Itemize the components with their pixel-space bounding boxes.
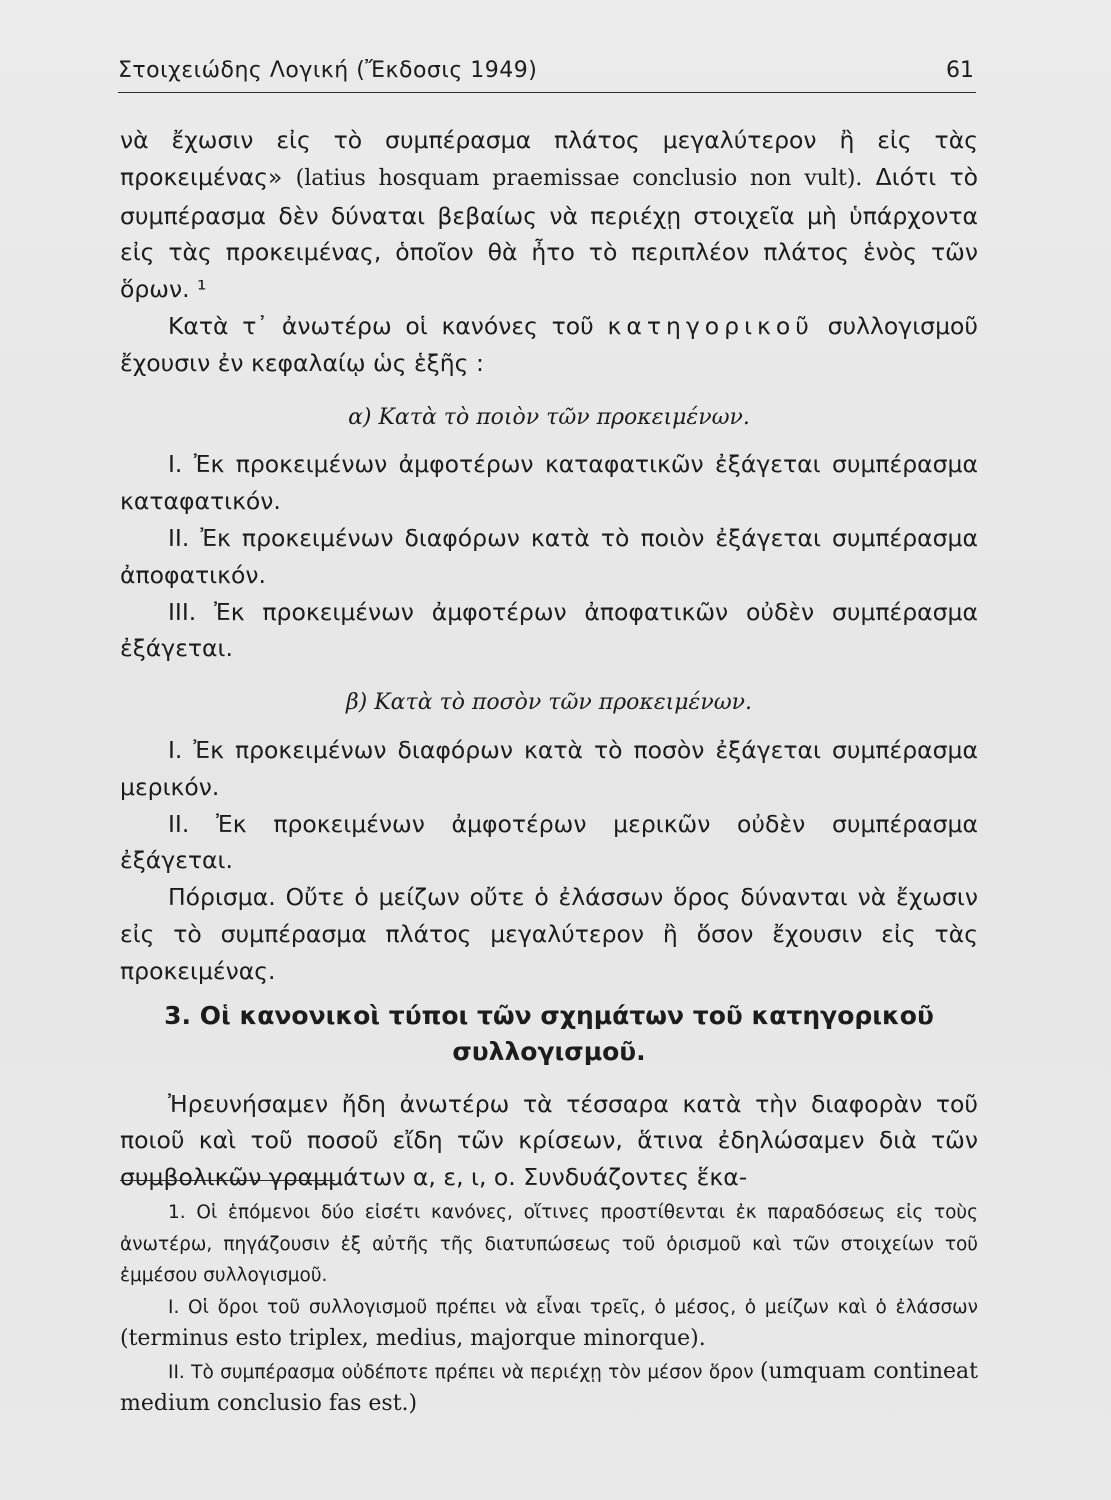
paragraph-judgments: Ἠρευνήσαμεν ἤδη ἀνωτέρω τὰ τέσσαρα κατὰ τὴν διαφορὰν τοῦ ποιοῦ καὶ τοῦ ποσοῦ εἴδη τῶν κρίσεων, ἅτινα ἐδηλώσαμεν διὰ τῶν συμβολικῶν γραμμάτων α, ε, ι, ο. Συνδυάζοντες ἕκα- bbox=[120, 1089, 978, 1192]
latin-quote: (latius hosquam praemissae conclusio non vult). bbox=[295, 165, 863, 191]
porism-paragraph: Πόρισμα. Οὔτε ὁ μείζων οὔτε ὁ ἐλάσσων ὅρος δύνανται νὰ ἔχωσιν εἰς τὸ συμπέρασμα πλάτος μεγαλύτερον ἢ ὅσον ἔχουσιν εἰς τὰς προκειμένας. bbox=[120, 883, 978, 985]
rule-item: ΙΙ. Ἐκ προκειμένων διαφόρων κατὰ τὸ ποιὸν ἐξάγεται συμπέρασμα ἀποφατικόν. bbox=[120, 523, 978, 589]
section-heading-line: συλλογισμοῦ. bbox=[452, 1036, 646, 1066]
header-rule bbox=[118, 92, 976, 93]
paragraph-text: Διότι τὸ συμπέρασμα δὲν δύναται βεβαίως νὰ περιέχῃ στοιχεῖα μὴ ὑπάρχοντα εἰς τὰς προκειμένας, ὁποῖον θὰ ἦτο τὸ περιπλέον πλάτος ἑνὸς τῶν ὅρων. ¹ bbox=[120, 162, 978, 304]
running-title: Στοιχειώδης Λογική (Ἔκδοσις 1949) bbox=[118, 58, 538, 83]
rule-item: Ι. Ἐκ προκειμένων ἀμφοτέρων καταφατικῶν ἐξάγεται συμπέρασμα καταφατικόν. bbox=[120, 450, 978, 516]
paragraph-rules-summary bbox=[120, 308, 978, 382]
body-text bbox=[120, 122, 978, 1196]
rule-item: ΙΙΙ. Ἐκ προκειμένων ἀμφοτέρων ἀποφατικῶν οὐδὲν συμπέρασμα ἐξάγεται. bbox=[120, 597, 978, 663]
section-heading-line: 3. Οἱ κανονικοὶ τύποι τῶν σχημάτων τοῦ κατηγορικοῦ bbox=[164, 1000, 934, 1030]
paragraph-text: συλλογισμοῦ ἔχουσιν ἐν κεφαλαίῳ ὡς ἑξῆς : bbox=[120, 311, 978, 377]
case-heading-quantity: β) Κατὰ τὸ ποσὸν τῶν προκειμένων. bbox=[345, 690, 753, 716]
case-heading-quality: α) Κατὰ τὸ ποιὸν τῶν προκειμένων. bbox=[348, 404, 750, 430]
paragraph-continuation bbox=[120, 122, 978, 308]
footnote-rule bbox=[120, 1180, 335, 1181]
footnote-text: ΙΙ. Τὸ συμπέρασμα οὐδέποτε πρέπει νὰ περιέχῃ τὸν μέσον ὅρον bbox=[168, 1361, 760, 1383]
paragraph-text: Κατὰ τ᾽ ἀνωτέρω οἱ κανόνες τοῦ bbox=[168, 311, 608, 340]
running-head bbox=[118, 58, 976, 92]
latin-quote: (umquam contineat medium conclusio fas est.) bbox=[120, 1358, 978, 1416]
latin-quote: (terminus esto triplex, medius, majorque minorque). bbox=[120, 1326, 706, 1351]
footnotes bbox=[120, 1197, 978, 1421]
footnote bbox=[120, 1356, 978, 1421]
footnote-text: Ι. Οἱ ὅροι τοῦ συλλογισμοῦ πρέπει νὰ εἶναι τρεῖς, ὁ μέσος, ὁ μείζων καὶ ὁ ἐλάσσων bbox=[168, 1296, 978, 1318]
rule-item: ΙΙ. Ἐκ προκειμένων ἀμφοτέρων μερικῶν οὐδὲν συμπέρασμα ἐξάγεται. bbox=[120, 809, 978, 875]
section-heading bbox=[120, 998, 978, 1070]
rule-item: Ι. Ἐκ προκειμένων διαφόρων κατὰ τὸ ποσὸν ἐξάγεται συμπέρασμα μερικόν. bbox=[120, 735, 978, 801]
paragraph-text: νὰ ἔχωσιν εἰς τὸ συμπέρασμα πλάτος μεγαλύτερον ἢ εἰς τὰς προκειμένας» bbox=[120, 126, 978, 191]
footnote bbox=[120, 1292, 978, 1356]
footnote: 1. Οἱ ἑπόμενοι δύο εἰσέτι κανόνες, οἵτινες προστίθενται ἐκ παραδόσεως εἰς τοὺς ἀνωτέρω, πηγάζουσιν ἐξ αὐτῆς τῆς διατυπώσεως τοῦ ὁρισμοῦ καὶ τῶν στοιχείων τοῦ ἐμμέσου συλλογισμοῦ. bbox=[120, 1202, 978, 1286]
page-number: 61 bbox=[946, 58, 974, 83]
emphasized-term: κατηγορικοῦ bbox=[607, 311, 814, 340]
